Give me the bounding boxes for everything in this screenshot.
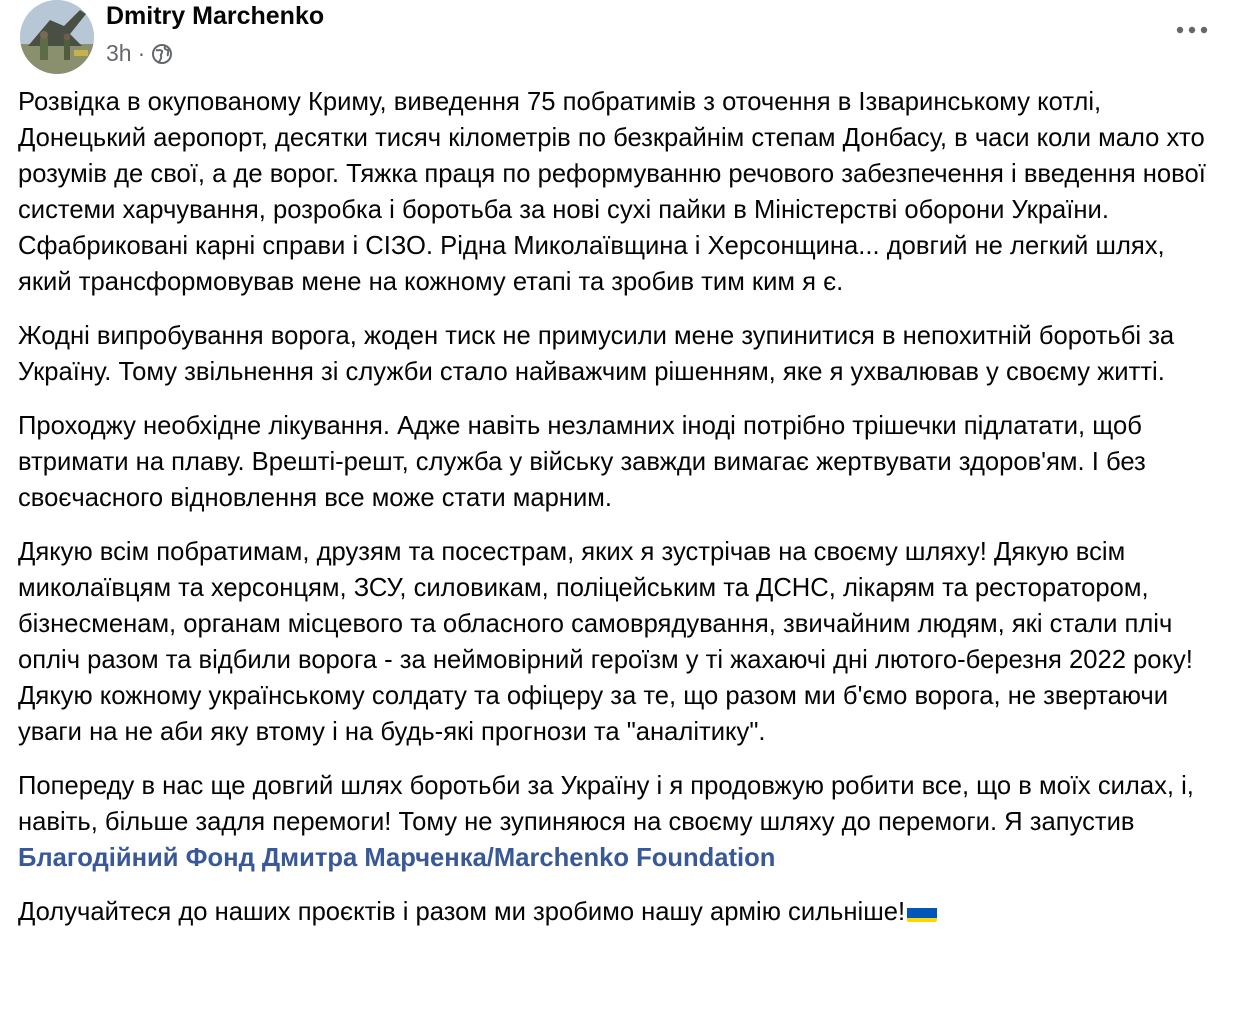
post-paragraph-3: Проходжу необхідне лікування. Адже навіть незламних іноді потрібно трішечки підлатати, щоб втримати на плаву. Врешті-решт, служба у війську завжди вимагає жертвувати здоров'ям. І без своєчасного відновлення все може стати марним. (18, 412, 1146, 512)
meta-separator: · (137, 40, 146, 66)
closing-text: Долучайтеся до наших проєктів і разом ми зробимо нашу армію сильніше! (18, 898, 906, 926)
ukraine-flag-icon (907, 902, 937, 922)
more-options-icon[interactable] (1172, 18, 1212, 42)
post-header (20, 0, 1218, 72)
post-body (18, 84, 1224, 948)
post-paragraph-4: Дякую всім побратимам, друзям та посестрам, яких я зустрічав на своєму шляху! Дякую всім миколаївцям та херсонцям, ЗСУ, силовикам, поліцейським та ДСНС, лікарям та ресторатором, бізнесменам, органам місцевого та обласного самоврядування, звичайним людям, які стали пліч опліч разом та відбили ворога - за неймовірний героїзм у ті жахаючі дні лютого-березня 2022 року! Дякую кожному українському солдату та офіцеру за те, що разом ми б'ємо ворога, не звертаючи уваги на не аби яку втому і на будь-які прогнози та "аналітику". (18, 538, 1193, 746)
post-paragraph-6 (18, 894, 1224, 930)
author-name[interactable]: Dmitry Marchenko (106, 2, 325, 30)
foundation-link[interactable]: Благодійний Фонд Дмитра Марченка/Marchenko Foundation (18, 844, 776, 872)
post-meta (106, 40, 173, 67)
post-paragraph-5-text: Попереду в нас ще довгий шлях боротьби за Україну і я продовжую робити все, що в моїх силах, і, навіть, більше задля перемоги! Тому не зупиняюся на своєму шляху до перемоги. Я запустив (18, 772, 1194, 836)
avatar[interactable] (20, 0, 94, 74)
post-paragraph-2: Жодні випробування ворога, жоден тиск не примусили мене зупинитися в непохитній боротьбі за Україну. Тому звільнення зі служби стало найважчим рішенням, яке я ухвалював у своєму житті. (18, 322, 1175, 386)
post-timestamp[interactable]: 3h (106, 40, 132, 66)
post-paragraph-5 (18, 768, 1224, 876)
globe-icon[interactable] (151, 43, 173, 65)
post-paragraph-1: Розвідка в окупованому Криму, виведення 75 побратимів з оточення в Ізваринському котлі, Донецький аеропорт, десятки тисяч кілометрів по безкрайнім степам Донбасу, в часи коли мало хто розумів де свої, а де ворог. Тяжка праця по реформуванню речового забезпечення і введення нової системи харчування, розробка і боротьба за нові сухі пайки в Міністерстві оборони України. Сфабриковані карні справи і СІЗО. Рідна Миколаївщина і Херсонщина... довгий не легкий шлях, який трансформовував мене на кожному етапі та зробив тим ким я є. (18, 88, 1206, 296)
avatar-photo (20, 0, 94, 74)
